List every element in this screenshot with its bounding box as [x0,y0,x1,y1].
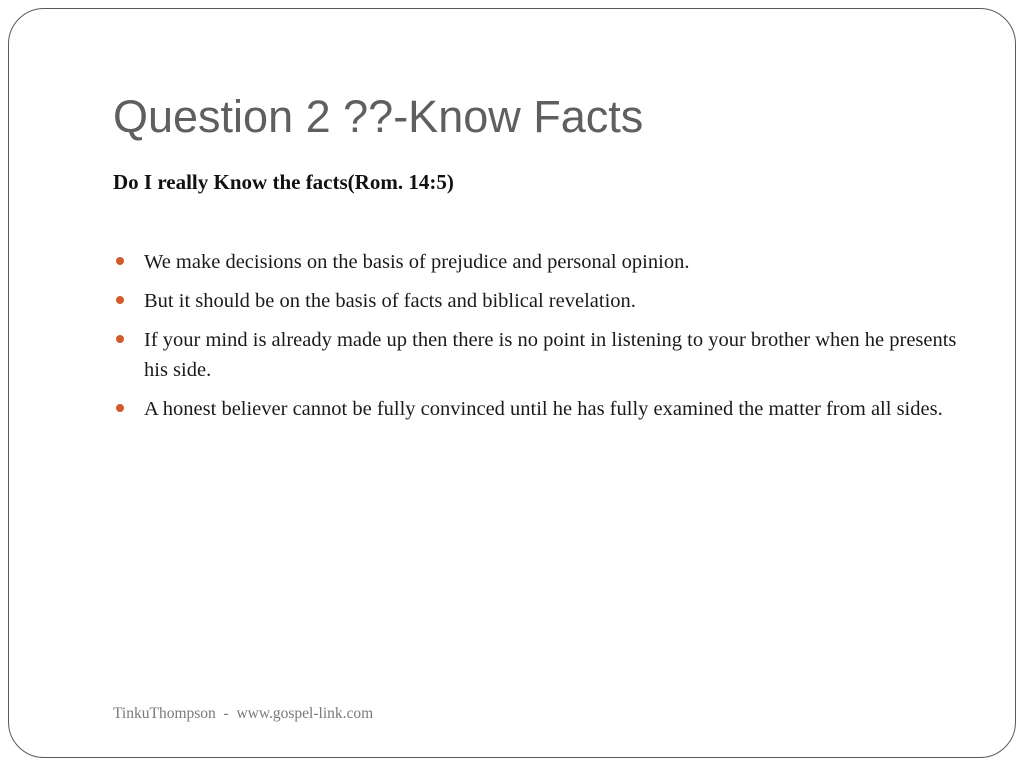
bullet-item [113,325,963,385]
bullet-dot-icon [116,404,124,412]
bullet-text: But it should be on the basis of facts and biblical revelation. [144,290,636,312]
bullet-text: A honest believer cannot be fully convinced until he has fully examined the matter from all sides. [144,398,943,420]
bullet-dot-icon [116,257,124,265]
bullet-item [113,394,963,424]
slide-subtitle: Do I really Know the facts(Rom. 14:5) [113,170,454,194]
slide-title: Question 2 ??-Know Facts [113,91,644,142]
slide-footer: TinkuThompson - www.gospel-link.com [113,705,374,722]
bullet-text: If your mind is already made up then there is no point in listening to your brother when he presents his side. [144,329,957,381]
bullet-item [113,247,963,277]
bullet-text: We make decisions on the basis of prejudice and personal opinion. [144,251,690,273]
bullet-dot-icon [116,335,124,343]
bullet-dot-icon [116,296,124,304]
bullet-item [113,286,963,316]
bullet-list [113,247,963,433]
